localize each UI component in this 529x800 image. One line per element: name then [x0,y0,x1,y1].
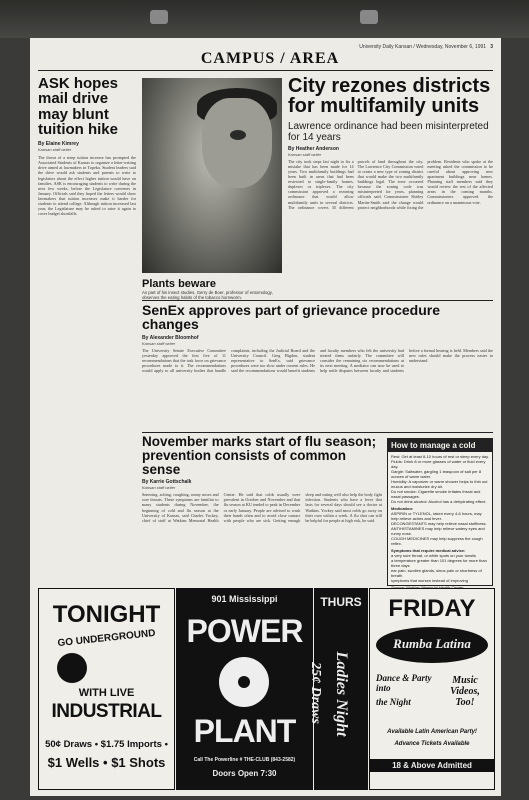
rumba-logo [376,627,488,663]
section-title: CAMPUS / AREA [200,50,340,67]
flu-byline: By Karrie Gottschalk [142,479,192,486]
rezone-byline: By Heather Anderson [288,145,339,152]
ask-byline: By Elaine Kimrey [38,141,79,148]
folio-info: University Daily Kansan / Wednesday, November 6, 1991 3 [359,44,493,50]
cold-info-box [387,438,493,586]
senex-headline: SenEx approves part of grievance procedure changes [142,302,440,333]
ask-headline: ASK hopes mail drive may blunt tuition hike [38,75,119,138]
medication-item: DECONGESTANTS may help relieve nasal stuffiness. [391,521,487,526]
gear-icon [57,653,87,683]
cold-item: Fluids: Drink 8 or more glasses of water or fluid every day. [391,459,486,469]
ad-friday-line5: Advance Tickets Available [394,741,470,747]
senex-byline: By Alexander Bloomhof [142,334,199,341]
ad-tonight-line4: INDUSTRIAL [51,701,162,722]
ad-friday-logo: Rumba Latina [393,636,471,651]
flu-body: Sneezing, aching, coughing, runny noses and sore throats. These symptoms are familiar to many students during November, the beginning of cold and flu season at the University of Kansas, said Charles Yockey, chief of staff at Watkins Memorial Health Center. He said that colds usually were prevalent in October and November and that flu season at KU tended to peak in December or early January. People are advised to wash their hands often and to avoid close contact with people who are sick. Getting enough sleep and eating well also help the body fight infection. Students who have a fever that lasts for several days should see a doctor at Watkins. Yockey said most colds go away on their own within a week. A flu shot can still be helpful for people at high risk, he said. [142,492,382,523]
photo-entomologist [142,78,282,273]
ad-friday-line2: the Night [376,697,411,707]
rezone-headline: City rezones districts for multifamily units [288,75,491,118]
newspaper-page [30,38,501,796]
symptoms-title: Symptoms that require medical advice: [391,548,466,553]
ad-tonight-line1: TONIGHT [52,601,161,628]
ad-friday-line3: Music Videos, Too! [450,675,480,708]
ad-tonight-line3: WITH LIVE [78,687,135,699]
ad-ladies-line2: 25¢ Draws [308,662,323,724]
ad-power-address: 901 Mississippi [211,594,278,604]
symptom-item: a very sore throat, or white spots on your tonsils [391,553,476,558]
ad-power-plant [176,588,313,790]
ad-tonight-line6: $1 Wells • $1 Shots [47,755,166,770]
ad-tonight [38,588,175,790]
ad-tonight-line2: GO UNDERGROUND [57,627,156,650]
rezone-body: The city took steps last night to fix a mistake that has been made for 14 years. Two multifamily buildings had been built in areas that had been restricted to single-family homes, duplexes or triplexes. The city commission approved a rezoning ordinance that would allow multifamily units in several districts. The ordinance covers 35 different parcels of land throughout the city. The Lawrence City Commission voted to create a new type of zoning district that would make the two multifamily buildings legal. The error occurred because the zoning code was misinterpreted for years, planning officials said. Commissioner Shirley Martin-Smith said the change would protect neighborhoods while fixing the problem. Residents who spoke at the meeting asked the commission to be careful about approving new apartment buildings near homes. Planning staff members said they would review the rest of the affected areas in the coming months. Commissioners approved the ordinance on a unanimous vote. [288,158,493,210]
ask-story [38,76,136,516]
ad-ladies-line1: Ladies Night [333,651,350,737]
rezone-story [288,76,493,301]
section-rule [38,70,493,71]
cold-item: Humidity: A vaporizer or warm shower helps to thin out mucus and moisturize dry air. [391,479,488,489]
ad-tonight-line5: 50¢ Draws • $1.75 Imports • [45,739,168,750]
flu-headline: November marks start of flu season; prevention consists of common sense [142,434,377,477]
photo-hornworm [230,130,246,140]
cold-item: Rest: Get at least 8-10 hours of rest or sleep every day. [391,454,489,459]
binder-top [0,0,529,38]
ad-power-doors: Doors Open 7:30 [212,769,277,778]
symptom-item: symptoms that worsen instead of improving [391,578,468,583]
cold-box-title: How to manage a cold [388,439,492,452]
symptom-item: ear pain, swollen glands, sinus pain or shortness of breath [391,568,482,578]
senex-byline-role: Kansan staff writer [142,340,176,346]
ad-friday-line6: 18 & Above Admitted [370,759,494,772]
ask-body: The threat of a steep tuition increase has prompted the Associated Students of Kansas to organize a letter-writing drive aimed at lawmakers in Topeka. Student leaders said the drive would ask students and parents to write to legislators about the effect higher tuition would have on families. ASK is encouraging students to write during the next few weeks, before the Legislature convenes in January. Officials said they hoped the letters would show lawmakers that tuition increases make it harder for students to attend college. Although tuition increased last year, the Legislature may be asked to raise it again to cover budget shortfalls. [38,155,136,217]
flu-rule [142,432,493,433]
senex-body: The University Senate Executive Committee yesterday approved the first five of 11 recommendations that the task force on grievance procedures made to it. The recommendations would apply to all university bodies that handle complaints, including the Judicial Board and the University Council. Greg Higdon, student representative to SenEx, said grievance procedures were too slow under current rules. He said the recommendations would benefit students and faculty members who felt the university had treated them unfairly. The committee will consider the remaining six recommendations at its next meeting. A mediator can now be used to help settle disputes between faculty and students before a formal hearing is held. Members said the new rules should make the process easier to understand. [142,347,493,373]
ad-friday-line4: Available Latin American Party! [387,729,477,735]
medication-title: Medication: [391,506,414,511]
symptom-item: a temperature greater than 101 degrees for more than three days [391,558,487,568]
ad-power-line1: POWER [186,613,303,649]
binder-ring [360,10,378,24]
ad-ladies-night [308,588,368,790]
ad-friday-line1: Dance & Party into [376,673,432,693]
cold-item: Do not drink alcohol: Alcohol has a dehydrating effect. [391,499,487,504]
senex-rule [142,300,493,301]
ask-byline-role: Kansan staff writer [38,147,72,153]
ad-power-line2: PLANT [193,713,296,749]
radiation-icon [219,657,269,707]
medication-item: ASPIRIN or TYLENOL, taken every 4-6 hours, may help relieve aches and fever. [391,511,482,521]
binder-ring [150,10,168,24]
rezone-deck: Lawrence ordinance had been misinterpreted for 14 years [288,120,489,143]
senex-story [142,303,493,431]
medication-item: COUGH MEDICINES may help suppress the cough reflex. [391,536,483,546]
photo-caption-title: Plants beware [142,278,216,290]
cold-item: Do not smoke: Cigarette smoke irritates throat and nasal passages. [391,489,481,499]
ad-ladies-day: THURS [320,595,362,609]
photo-caption-text: As part of his insect studies, Gerry de Boer, professor of entomology, observes the eating habits of the tobacco hornworm. [142,290,273,301]
cold-item: Gargle: Saltwater, gargling 1 teaspoon of salt per 8 ounces of warm water. [391,469,482,479]
flu-story [142,435,382,583]
ad-friday [369,588,495,790]
ad-power-phone: Call The Powerline # THE-CLUB (843-2582) [193,757,296,763]
rezone-byline-role: Kansan staff writer [288,151,322,157]
photo-face [202,98,272,188]
medication-item: ANTIHISTAMINES may help relieve watery eyes and runny nose. [391,526,485,536]
photo-caption [142,278,282,300]
flu-byline-role: Kansan staff writer [142,485,176,491]
ad-friday-day: FRIDAY [388,595,476,622]
